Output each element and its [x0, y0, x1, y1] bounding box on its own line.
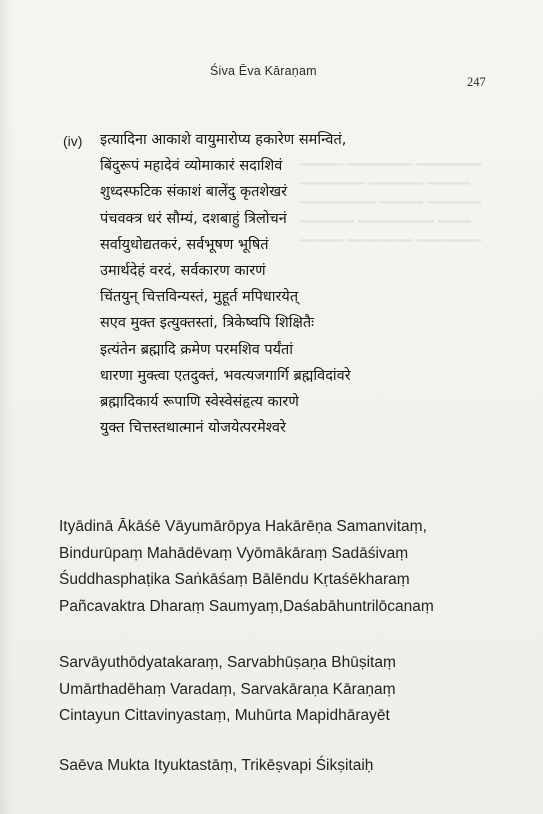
devanagari-line: शुध्दस्फटिक संकाशं बालेंदु कृतशेखरं [100, 184, 288, 201]
transliteration-line: Sarvāyuthōdyatakaraṃ, Sarvabhūṣaṇa Bhūṣitaṃ [59, 654, 396, 671]
transliteration-line: Cintayun Cittavinyastaṃ, Muhūrta Mapidhārayēt [59, 707, 390, 724]
devanagari-line: इत्यंतेन ब्रह्मादि क्रमेण परमशिव पर्यंतां [100, 341, 294, 358]
transliteration-line: Saēva Mukta Ityuktastāṃ, Trikēṣvapi Śikṣitaiḥ [59, 757, 374, 774]
transliteration-line: Pañcavaktra Dharaṃ Saumyaṃ,Daśabāhuntrilōcanaṃ [59, 597, 434, 615]
transliteration-line: Umārthadēhaṃ Varadaṃ, Sarvakāraṇa Kāraṇaṃ [59, 680, 396, 698]
running-title: Śiva Ēva Kāraṇam [210, 64, 317, 78]
transliteration-line: Ityādinā Ākāśē Vāyumārōpya Hakārēṇa Samanvitaṃ, [59, 518, 427, 535]
devanagari-line: युक्त चित्तस्तथात्मानं योजयेत्परमेश्वरे [100, 420, 286, 437]
devanagari-line: इत्यादिना आकाशे वायुमारोप्य हकारेण समन्वितं, [100, 132, 347, 148]
verse-marker: (iv) [63, 133, 83, 149]
transliteration-line: Śuddhasphaṭika Saṅkāśaṃ Bālēndu Kṛtaśēkharaṃ [59, 571, 410, 588]
devanagari-line: ब्रह्मादिकार्य रूपाणि स्वेस्वेसंहृत्य कारणे [100, 393, 299, 410]
transliteration-stanza-3 [59, 753, 373, 780]
devanagari-line: उमार्थदेहं वरदं, सर्वकारण कारणं [100, 262, 266, 279]
page-number: 247 [467, 75, 486, 89]
devanagari-verse [100, 127, 351, 441]
devanagari-line: सर्वायुधोद्यतकरं, सर्वभूषण भूषितं [100, 236, 269, 253]
devanagari-line: धारणा मुक्त्वा एतदुक्तं, भवत्यजगार्गि ब्रह्मविदांवरे [100, 367, 351, 384]
devanagari-line: बिंदुरूपं महादेवं व्योमाकारं सदाशिवं [100, 158, 283, 175]
transliteration-stanza-1 [59, 514, 434, 620]
transliteration-stanza-2 [59, 650, 396, 730]
transliteration-line: Bindurūpaṃ Mahādēvaṃ Vyōmākāraṃ Sadāśivaṃ [59, 544, 409, 562]
devanagari-line: चिंतयुन् चित्तविन्यस्तं, मुहूर्त मपिधारयेत् [100, 289, 299, 306]
devanagari-line: पंचवक्त्र धरं सौम्यं, दशबाहुं त्रिलोचनं [100, 210, 287, 227]
show-through-texture: ▁▁▁▁ ▁▁▁▁▁▁ ▁▁▁▁▁▁ ▁▁▁▁▁▁ ▁▁▁▁▁ ▁▁▁▁ ▁▁▁▁▁▁▁ ▁▁▁▁ ▁▁▁▁▁ ▁▁▁▁▁ ▁▁▁▁▁▁▁ ▁▁▁ ▁▁▁▁ ▁▁▁▁▁▁ ▁▁▁▁▁▁ [300, 150, 482, 242]
devanagari-line: सएव मुक्त इत्युक्तस्तां, त्रिकेष्वपि शिक्षितैः [100, 315, 315, 332]
